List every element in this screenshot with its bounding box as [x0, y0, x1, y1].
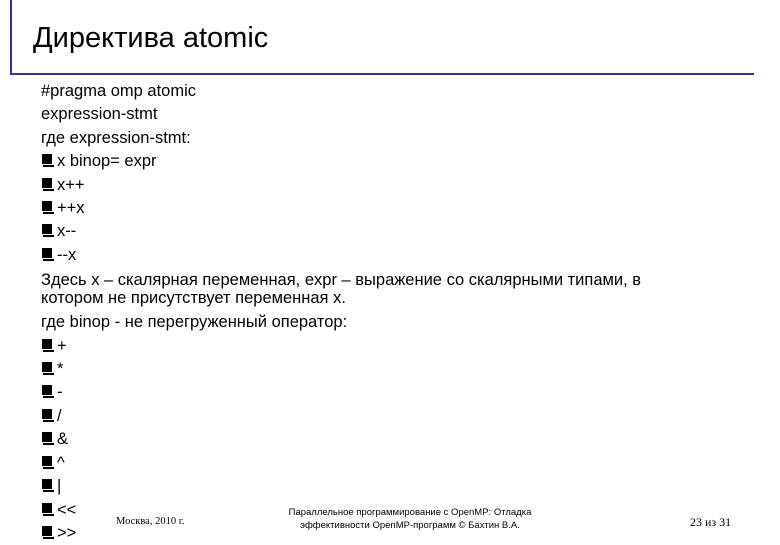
statement-line: expression-stmt	[41, 105, 158, 124]
page-number: 23 из 31	[690, 515, 732, 529]
square-bullet-icon	[41, 201, 56, 214]
footer-course-title	[250, 506, 570, 532]
title-underline	[10, 73, 476, 75]
pragma-line: #pragma omp atomic	[41, 82, 196, 100]
list-item: ++x	[41, 197, 741, 220]
list-item: -	[41, 381, 741, 404]
square-bullet-icon	[41, 178, 56, 191]
square-bullet-icon	[41, 479, 56, 492]
square-bullet-icon	[41, 503, 56, 516]
title-accent-vertical	[10, 0, 12, 74]
list-item: x++	[41, 174, 741, 197]
slide-title: Директива atomic	[33, 22, 269, 54]
title-underline-right	[476, 73, 754, 75]
slide-body	[41, 80, 741, 545]
square-bullet-icon	[41, 339, 56, 352]
binop-line: где binop - не перегруженный оператор:	[41, 313, 348, 332]
list-item: x--	[41, 220, 741, 243]
list-item: *	[41, 358, 741, 381]
list-item: /	[41, 405, 741, 428]
where-line: где expression-stmt:	[41, 128, 191, 147]
square-bullet-icon	[41, 526, 56, 539]
square-bullet-icon	[41, 362, 56, 375]
footer-location-date: Москва, 2010 г.	[116, 516, 185, 527]
list-item: +	[41, 335, 741, 358]
list-item: <<	[41, 499, 741, 522]
square-bullet-icon	[41, 154, 56, 167]
list-item: &	[41, 428, 741, 451]
square-bullet-icon	[41, 224, 56, 237]
description-paragraph: Здесь x – скалярная переменная, expr – выражение со скалярными типами, в котором не присутствует переменная x.	[41, 271, 642, 308]
footer-course-line-2: эффективности OpenMP-программ © Бахтин В.А.	[300, 520, 520, 531]
list-item: >>	[41, 522, 741, 545]
list-item: --x	[41, 244, 741, 267]
square-bullet-icon	[41, 432, 56, 445]
list-item: |	[41, 475, 741, 498]
square-bullet-icon	[41, 248, 56, 261]
square-bullet-icon	[41, 385, 56, 398]
footer-course-line-1: Параллельное программирование с OpenMP: Отладка	[288, 507, 532, 518]
list-item: x binop= expr	[41, 150, 741, 173]
list-item: ^	[41, 452, 741, 475]
square-bullet-icon	[41, 409, 56, 422]
square-bullet-icon	[41, 456, 56, 469]
